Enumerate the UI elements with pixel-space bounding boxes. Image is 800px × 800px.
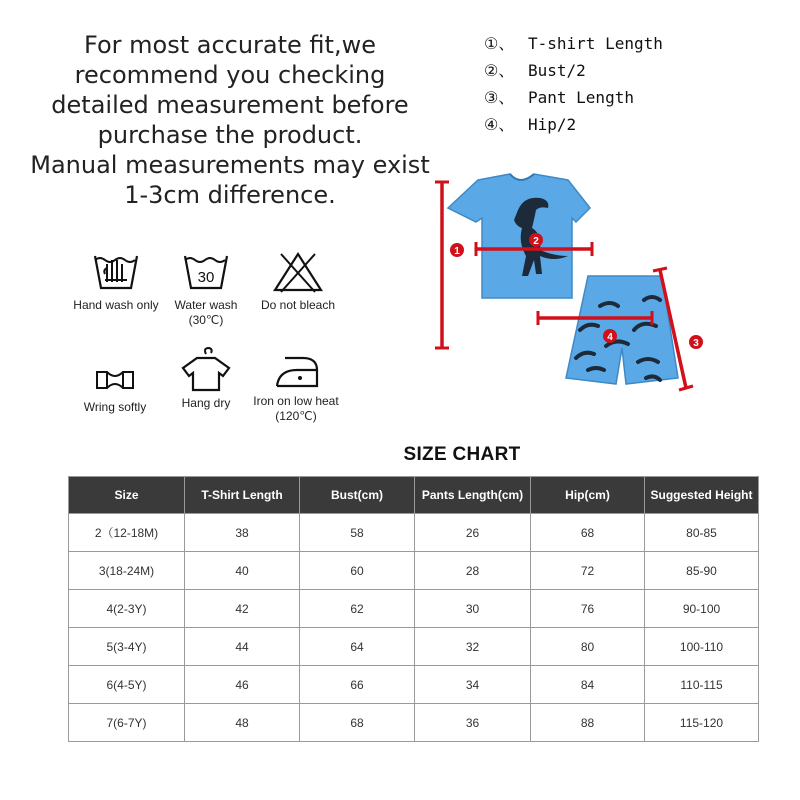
table-cell: 72	[531, 552, 645, 590]
table-cell: 44	[185, 628, 300, 666]
table-cell: 115-120	[645, 704, 759, 742]
table-cell: 48	[185, 704, 300, 742]
table-cell: 46	[185, 666, 300, 704]
care-label: Hang dry	[181, 396, 231, 410]
column-header: Bust(cm)	[300, 477, 415, 514]
size-chart-table	[68, 476, 759, 742]
care-label: Wring softly	[83, 400, 147, 414]
care-iron	[244, 350, 348, 424]
svg-text:2: 2	[533, 236, 539, 247]
table-cell: 100-110	[645, 628, 759, 666]
table-row	[69, 704, 759, 742]
svg-text:1: 1	[454, 246, 460, 257]
table-cell: 68	[531, 514, 645, 552]
legend-label: Pant Length	[528, 88, 634, 107]
legend-item	[484, 57, 663, 84]
tshirt-shape	[448, 174, 590, 298]
table-cell: 84	[531, 666, 645, 704]
legend-item	[484, 111, 663, 138]
legend-label: T-shirt Length	[528, 34, 663, 53]
column-header: Pants Length(cm)	[415, 477, 531, 514]
table-cell: 36	[415, 704, 531, 742]
table-cell: 58	[300, 514, 415, 552]
marker-3	[689, 335, 703, 349]
care-water-wash	[168, 250, 244, 328]
marker-4	[603, 329, 617, 343]
table-cell: 60	[300, 552, 415, 590]
legend-number: ①、	[484, 34, 515, 53]
measurement-note	[30, 30, 430, 210]
hang-dry-icon	[179, 346, 233, 392]
table-cell: 4(2-3Y)	[69, 590, 185, 628]
table-cell: 66	[300, 666, 415, 704]
care-label: Water wash	[174, 298, 238, 312]
legend-item	[484, 30, 663, 57]
table-cell: 64	[300, 628, 415, 666]
legend-number: ③、	[484, 88, 515, 107]
table-cell: 28	[415, 552, 531, 590]
column-header: Size	[69, 477, 185, 514]
hand-wash-icon	[89, 250, 143, 294]
table-cell: 42	[185, 590, 300, 628]
table-row	[69, 514, 759, 552]
note-line: recommend you checking	[74, 61, 386, 89]
table-header-row	[69, 477, 759, 514]
table-cell: 38	[185, 514, 300, 552]
care-no-bleach	[248, 250, 348, 313]
table-cell: 32	[415, 628, 531, 666]
care-label: (30℃)	[188, 313, 224, 327]
legend-item	[484, 84, 663, 111]
column-header: T-Shirt Length	[185, 477, 300, 514]
size-chart-title: SIZE CHART	[403, 444, 521, 465]
table-cell: 5(3-4Y)	[69, 628, 185, 666]
table-cell: 90-100	[645, 590, 759, 628]
legend-number: ④、	[484, 115, 515, 134]
table-cell: 26	[415, 514, 531, 552]
table-cell: 2（12-18M)	[69, 514, 185, 552]
svg-text:3: 3	[693, 338, 699, 349]
table-cell: 3(18-24M)	[69, 552, 185, 590]
column-header: Suggested Height	[645, 477, 759, 514]
care-label: Do not bleach	[260, 298, 336, 312]
table-cell: 7(6-7Y)	[69, 704, 185, 742]
marker-1	[450, 243, 464, 257]
iron-icon	[269, 350, 323, 390]
care-hand-wash	[62, 250, 170, 313]
table-cell: 88	[531, 704, 645, 742]
marker-2	[529, 233, 543, 247]
table-cell: 76	[531, 590, 645, 628]
note-line: Manual measurements may exist	[30, 151, 430, 179]
legend-number: ②、	[484, 61, 515, 80]
table-cell: 85-90	[645, 552, 759, 590]
garment-illustration	[430, 170, 730, 410]
table-cell: 68	[300, 704, 415, 742]
measurement-legend	[484, 30, 663, 138]
legend-label: Hip/2	[528, 115, 577, 134]
wash-tub-icon	[179, 250, 233, 294]
table-row	[69, 590, 759, 628]
table-cell: 6(4-5Y)	[69, 666, 185, 704]
care-wring	[78, 362, 152, 415]
wring-icon	[93, 362, 137, 396]
table-cell: 80	[531, 628, 645, 666]
table-row	[69, 628, 759, 666]
water-temp-text: 30	[197, 269, 215, 286]
note-line: detailed measurement before	[51, 91, 409, 119]
column-header: Hip(cm)	[531, 477, 645, 514]
note-line: purchase the product.	[97, 121, 363, 149]
care-label: Hand wash only	[73, 298, 159, 312]
no-bleach-icon	[271, 250, 325, 294]
care-hang-dry	[168, 346, 244, 411]
table-cell: 110-115	[645, 666, 759, 704]
table-cell: 30	[415, 590, 531, 628]
legend-label: Bust/2	[528, 61, 586, 80]
note-line: For most accurate fit,we	[84, 31, 376, 59]
table-row	[69, 552, 759, 590]
note-line: 1-3cm difference.	[124, 181, 336, 209]
table-cell: 40	[185, 552, 300, 590]
table-cell: 80-85	[645, 514, 759, 552]
table-cell: 34	[415, 666, 531, 704]
care-label: (120℃)	[275, 409, 317, 423]
table-row	[69, 666, 759, 704]
table-cell: 62	[300, 590, 415, 628]
care-label: Iron on low heat	[253, 394, 339, 408]
svg-text:4: 4	[607, 332, 613, 343]
